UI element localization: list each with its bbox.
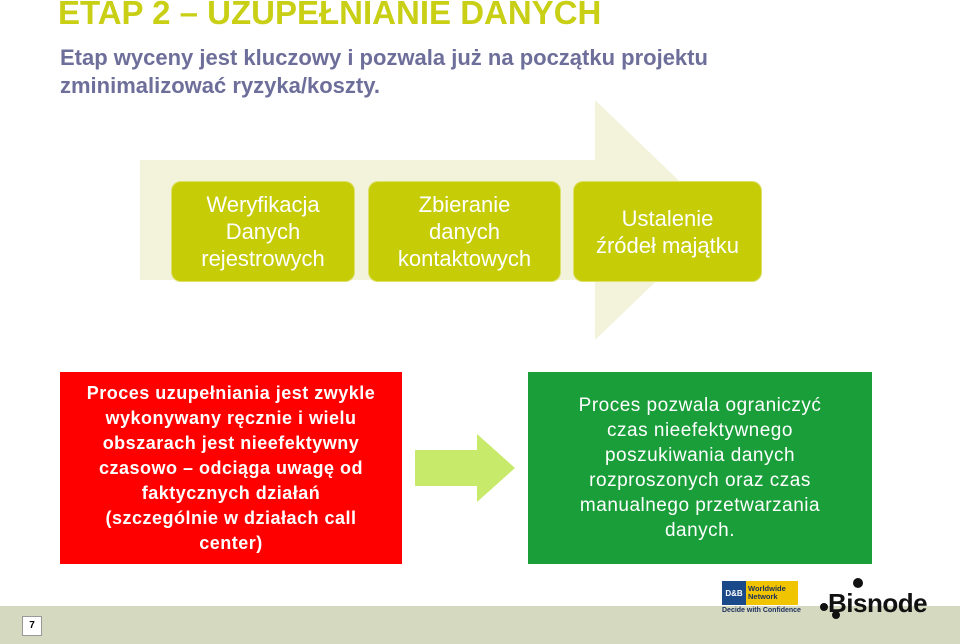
problem-line: czasowo – odciąga uwagę od (98, 457, 364, 478)
step-label-line: Danych (225, 219, 301, 244)
problem-line: Proces uzupełniania jest zwykle (86, 382, 376, 403)
step-collect-contacts (368, 181, 561, 282)
dnb-line: Network (748, 592, 778, 601)
step-label-line: Zbieranie (418, 192, 511, 217)
page-title: ETAP 2 – UZUPEŁNIANIE DANYCH (58, 0, 602, 31)
dnb-logo (722, 581, 801, 617)
page-number: 7 (22, 616, 42, 636)
problem-line: faktycznych działań (141, 482, 321, 503)
step-asset-sources (573, 181, 762, 282)
dnb-mark: D&B (722, 581, 746, 605)
right-arrow-icon (415, 434, 515, 502)
dnb-line: Worldwide (748, 584, 786, 593)
step-label-line: kontaktowych (397, 246, 532, 271)
problem-box (60, 372, 402, 564)
solution-line: czas nieefektywnego (607, 420, 793, 441)
solution-line: poszukiwania danych (604, 445, 796, 466)
subtitle-line: Etap wyceny jest kluczowy i pozwala już na początku projektu (60, 45, 708, 70)
solution-box (528, 372, 872, 564)
solution-line: manualnego przetwarzania (579, 495, 821, 516)
bisnode-logo: Bisnode (828, 588, 928, 618)
step-label-line: danych (429, 219, 500, 244)
dnb-tagline: Decide with Confidence (722, 607, 801, 614)
problem-line: center) (199, 532, 263, 553)
step-verify-registry (171, 181, 355, 282)
step-label-line: Ustalenie (621, 205, 714, 231)
footer-band (0, 606, 960, 644)
step-label-line: Weryfikacja (206, 192, 320, 217)
problem-line: obszarach jest nieefektywny (102, 432, 360, 453)
problem-line: wykonywany ręcznie i wielu (105, 407, 357, 428)
solution-line: danych. (664, 520, 736, 541)
solution-line: Proces pozwala ograniczyć (578, 395, 822, 416)
step-label-line: źródeł majątku (595, 232, 740, 258)
problem-line: (szczególnie w działach call (105, 507, 357, 528)
dnb-network-label (746, 581, 798, 605)
subtitle-line: zminimalizować ryzyka/koszty. (60, 73, 380, 98)
step-label-line: rejestrowych (201, 246, 325, 271)
solution-line: rozproszonych oraz czas (589, 470, 811, 491)
